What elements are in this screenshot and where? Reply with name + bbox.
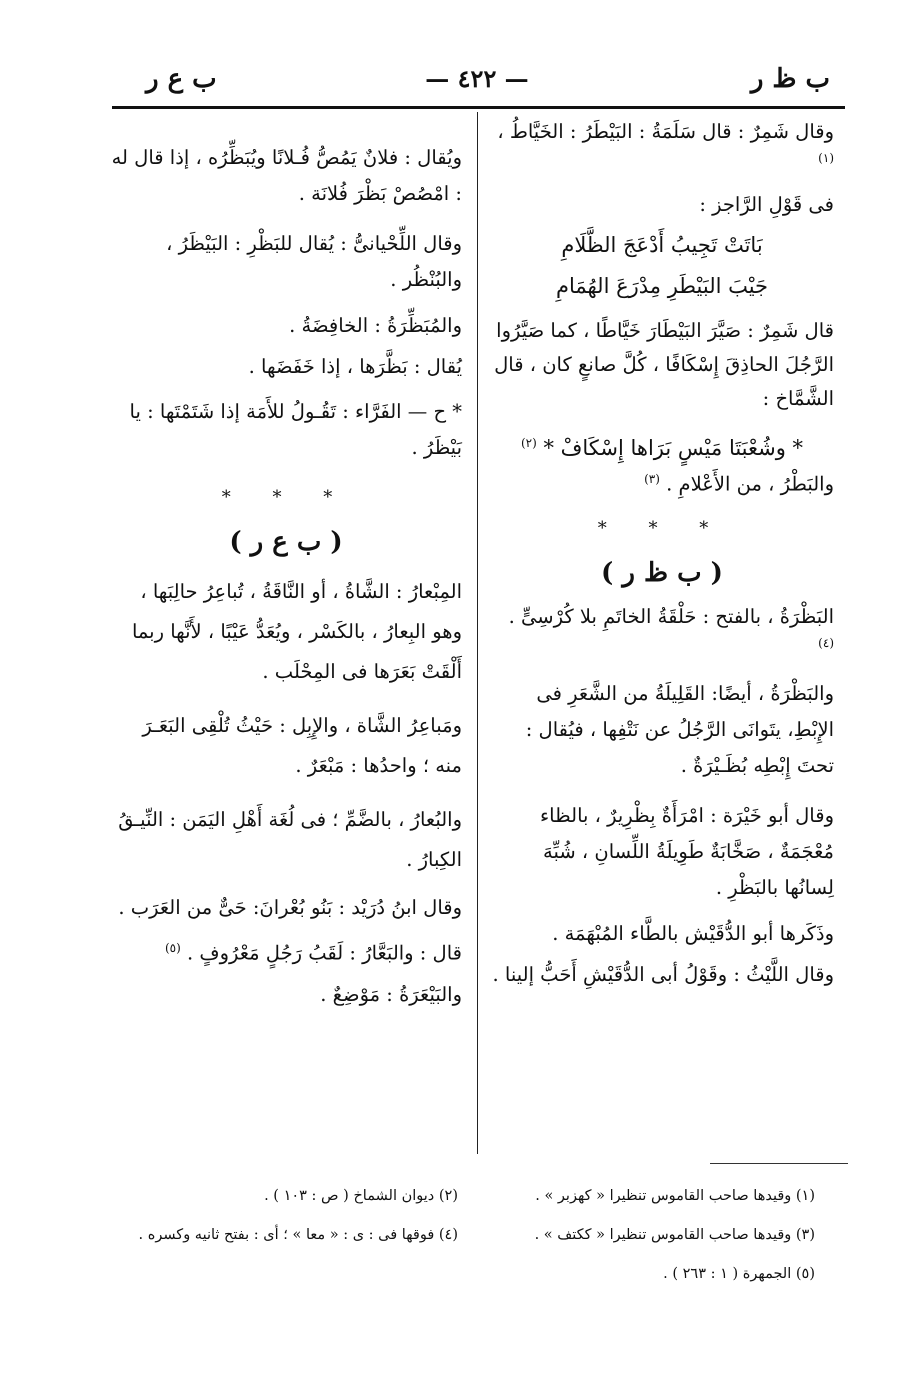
paragraph: والبَيْعَرَةُ : مَوْضِعٌ . [320, 982, 462, 1006]
paragraph: والبَطْرُ ، من الأَعْلامِ . $^{(٣)}$ [644, 471, 834, 495]
verse-line: * وشُعْبَتَا مَيْسٍ بَرَاها إِسْكَافْ * $^{(٢)}$ [520, 435, 804, 460]
paragraph: والمُبَظِّرَةُ : الخافِضَةُ . [289, 314, 462, 337]
paragraph: وقال أبو خَيْرَة : امْرَأَةٌ بِظْرِيرٌ ، بالظاء مُعْجَمَةٌ ، صَخَّابَةٌ طَوِيلَةُ اللِّسانِ ، شُبِّهَ لِسانُها بالبَظْرِ . [540, 803, 834, 899]
paragraph: قال : والبَعَّارُ : لَقَبُ رَجُلٍ مَعْرُوفٍ . $^{(٥)}$ [164, 941, 462, 965]
verse-line: بَاتَتْ تَجِيبُ أَدْعَجَ الظَّلَامِ [561, 232, 763, 257]
section-separator: * * * [597, 518, 727, 539]
paragraph: ويُقال : فلانٌ يَمُصُّ فُـلانًا ويُبَظِّرُه ، إذا قال له : امْصُصْ بَظْرَ فُلانَة . [111, 146, 462, 205]
paragraph: قال شَمِرٌ : صَيَّرَ البَيْطَارَ خَيَّاطًا ، كما صَيَّرُوا الرَّجُلَ الحاذِقَ إِسْكَافًا ، كُلَّ صانعٍ كان ، قال الشَّمَّاخ : [494, 318, 834, 410]
header-root-left: ب ع ر [146, 64, 217, 94]
footnote-marker: (٣) [644, 471, 660, 486]
section-separator: * * * [221, 487, 351, 508]
footnote-marker: (١) [818, 151, 834, 165]
left-column [110, 140, 462, 1008]
footnote: (٥) الجمهرة ( ١ : ٢٦٣ ) . [663, 1266, 815, 1282]
header-rule [112, 106, 845, 109]
footnote: (١) وقيدها صاحب القاموس تنظيرا « كهزبر » . [535, 1188, 815, 1204]
paragraph: وقال اللَّيْثُ : وقَوْلُ أبى الدُّقَيْشِ أَحَبُّ إلينا . [492, 962, 834, 986]
paragraph: ومَباعِرُ الشَّاة ، والإِبِل : حَيْثُ تُلْقِى البَعَـرَ منه ؛ واحدُها : مَبْعَرٌ . [142, 714, 462, 777]
footnote: (٣) وقيدها صاحب القاموس تنظيرا « ككتف » . [534, 1227, 815, 1243]
paragraph: وقال اللِّحْيانىُّ : يُقال للبَظْرِ : البَيْظَرُ ، والبُنْظُر . [166, 232, 462, 291]
footnote-marker: (٥) [164, 941, 181, 955]
footnote-marker: (٤) [818, 636, 834, 650]
paragraph: يُقال : بَظَّرَها ، إذا خَفَضَها . [248, 355, 462, 378]
paragraph: وقال شَمِرٌ : قال سَلَمَةُ : البَيْطَرُ : الخَيَّاطُ ، $^{(١)}$ [497, 120, 834, 165]
paragraph: المِبْعارُ : الشَّاةُ ، أو النَّاقَةُ ، تُباعِرُ حالِبَها ، وهو البِعارُ ، بالكَسْر ، ويُعَدُّ عَيْبًا ، لأَنَّها ربما أَلْقَتْ بَعَرَها فى المِحْلَب . [131, 580, 462, 683]
column-divider [477, 112, 478, 1154]
paragraph: وقال ابنُ دُرَيْد : بَنُو بُعْرانَ: حَىٌّ من العَرَب . [118, 896, 462, 919]
entry-heading: ( ب ظ ر ) [601, 558, 723, 588]
paragraph: * ح — الفَرَّاء : تَقُـولُ للأَمَة إذا شَتَمْتَها : يا بَيْظَرُ . [129, 400, 462, 459]
footnote-marker: (٢) [520, 435, 537, 450]
header-root-right: ب ظ ر [750, 64, 830, 94]
footnote-rule [710, 1163, 848, 1164]
footnote: (٢) ديوان الشماخ ( ص : ١٠٣ ) . [264, 1188, 458, 1204]
page-number: — ٤٢٢ — [425, 64, 529, 93]
running-header [112, 64, 842, 104]
paragraph: والبُعارُ ، بالضَّمِّ ؛ فى لُغَة أَهْلِ اليَمَن : النِّيـقُ الكِبارُ . [118, 808, 462, 871]
paragraph: وذَكَرها أبو الدُّقَيْش بالطَّاء المُبْهَمَة . [552, 921, 834, 945]
right-column [490, 118, 834, 988]
paragraph: فى قَوْلِ الرَّاجز : [699, 192, 834, 216]
paragraph: البَظْرَةُ ، بالفتح : حَلْقَةُ الخاتَمِ بلا كُرْسِىٍّ . $^{(٤)}$ [508, 605, 834, 650]
paragraph: والبَظْرَةُ ، أيضًا: القَلِيلَةُ من الشَّعَرِ فى الإِبْطِ، يتَوانَى الرَّجُلُ عن نَتْفِها ، فيُقال : تحتَ إِبْطِه بُظَـيْرَةٌ . [525, 681, 834, 777]
entry-heading: ( ب ع ر ) [229, 527, 343, 557]
verse-line: جَيْبَ البَيْطَرِ مِدْرَعَ الهُمَامِ [555, 273, 769, 298]
footnote: (٤) فوقها فى : ى : « معا » ؛ أى : بفتح ثانيه وكسره . [138, 1227, 458, 1243]
